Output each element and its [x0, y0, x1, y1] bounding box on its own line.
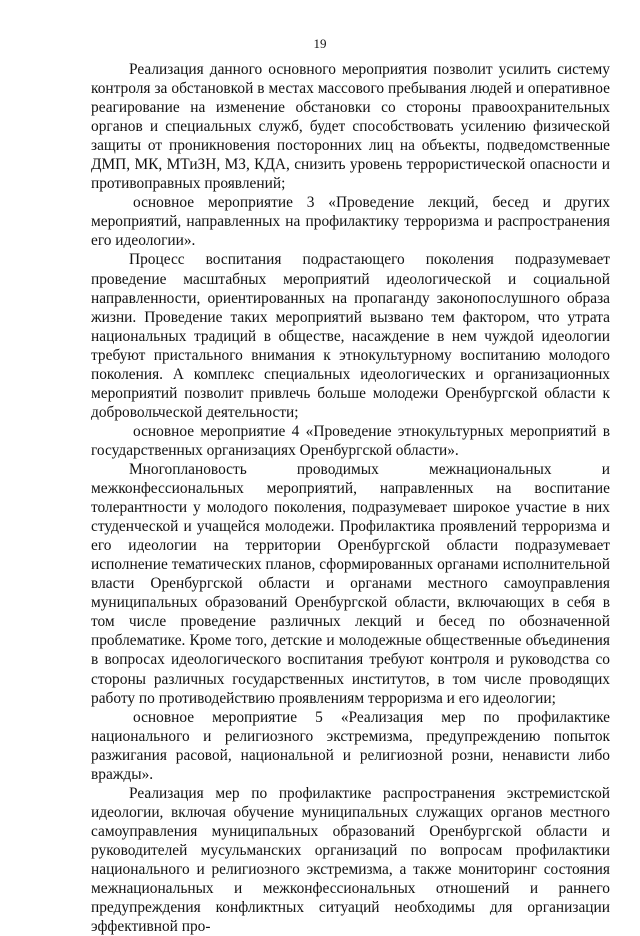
paragraph-measure-3: основное мероприятие 3 «Проведение лекций, бесед и других мероприятий, направленных на профилактику терроризма и распространения его идеологии».	[91, 194, 610, 250]
document-body	[91, 60, 610, 936]
paragraph-extremism-prevention: Реализация мер по профилактике распространения экстремистской идеологии, включая обучение муниципальных служащих органов местного самоуправления муниципальных образований Оренбургской области и руководителей мусульманских организаций по вопросам профилактики национального и религиозного экстремизма, а также мониторинг состояния межнациональных и межконфессиональных отношений и раннего предупреждения конфликтных ситуаций необходимы для организации эффективной про-	[91, 784, 610, 936]
paragraph-security-control: Реализация данного основного мероприятия позволит усилить систему контроля за обстановкой в местах массового пребывания людей и оперативное реагирование на изменение обстановки со стороны правоохранительных органов и специальных служб, будет способствовать усилению физической защиты от проникновения посторонних лиц на объекты, подведомственные ДМП, МК, МТиЗН, МЗ, КДА, снизить уровень террористической опасности и противоправных проявлений;	[91, 61, 610, 193]
paragraph-measure-5: основное мероприятие 5 «Реализация мер по профилактике национального и религиозного экстремизма, предупреждению попыток разжигания расовой, национальной и религиозной розни, ненависти либо вражды».	[91, 708, 610, 783]
page-number: 19	[313, 36, 327, 51]
paragraph-youth-education: Процесс воспитания подрастающего поколения подразумевает проведение масштабных мероприятий идеологической и социальной направленности, ориентированных на пропаганду законопослушного образа жизни. Проведение таких мероприятий вызвано тем фактором, что утрата национальных традиций в обществе, насаждение в нем чуждой идеологии требуют пристального внимания к этнокультурному воспитанию молодого поколения. А комплекс специальных идеологических и организационных мероприятий позволит привлечь больше молодежи Оренбургской области к добровольческой деятельности;	[91, 251, 610, 421]
paragraph-measure-4: основное мероприятие 4 «Проведение этнокультурных мероприятий в государственных организациях Оренбургской области».	[91, 422, 610, 459]
paragraph-interethnic-events: Многоплановость проводимых межнациональных и межконфессиональных мероприятий, направленных на воспитание толерантности у молодого поколения, подразумевает широкое участие в них студенческой и учащейся молодежи. Профилактика проявлений терроризма и его идеологии на территории Оренбургской области подразумевает исполнение тематических планов, сформированных органами исполнительной власти Оренбургской области и органами местного самоуправления муниципальных образований Оренбургской области, включающих в себя в том числе проведение различных лекций и бесед по обозначенной проблематике. Кроме того, детские и молодежные общественные объединения в вопросах идеологического воспитания требуют контроля и руководства со стороны различных государственных институтов, в том числе проводящих работу по противодействию проявлениям терроризма и его идеологии;	[91, 460, 610, 707]
